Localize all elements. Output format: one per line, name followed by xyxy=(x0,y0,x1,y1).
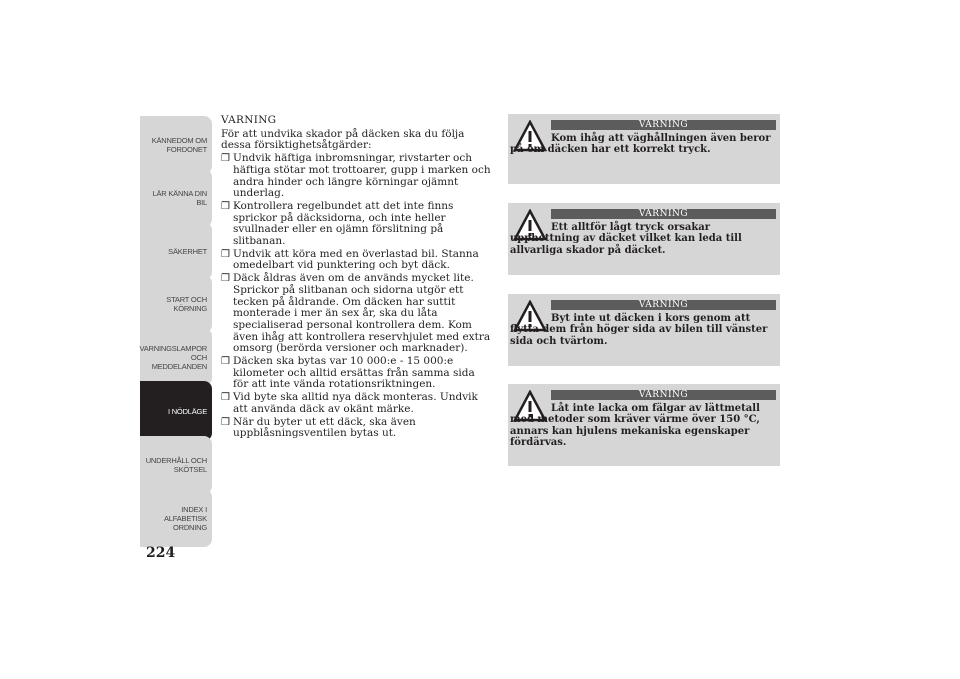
tab-underhall-och-skotsel[interactable]: UNDERHÅLL OCH SKÖTSEL xyxy=(140,436,212,494)
warning-title: VARNING xyxy=(551,390,776,400)
main-text-column xyxy=(221,115,493,441)
warning-box xyxy=(508,294,780,366)
list-item: ❒ Kontrollera regelbundet att det inte finns sprickor på däcksidorna, och inte heller svullnader eller en ojämn förslitning på slitbanan. xyxy=(221,199,454,248)
warning-box xyxy=(508,203,780,275)
checkbox-bullet-icon: ❒ xyxy=(221,392,230,404)
tab-lar-kanna-din-bil[interactable]: LÄR KÄNNA DIN BIL xyxy=(140,169,212,227)
list-item: ❒ När du byter ut ett däck, ska även uppblåsningsventilen bytas ut. xyxy=(221,415,416,440)
precaution-list xyxy=(221,153,493,440)
warning-text: Kom ihåg att väghållningen även beror på om däcken har ett korrekt tryck. xyxy=(510,133,771,156)
page-number: 224 xyxy=(146,545,176,561)
checkbox-bullet-icon: ❒ xyxy=(221,416,230,428)
warning-box xyxy=(508,114,780,184)
list-item: ❒ Däck åldras även om de används mycket lite. Sprickor på slitbanan och sidorna utgör ett tecken på åldrande. Om däcken har suttit monterade i mer än sex år, ska du låta specialiserad personal kontrollera dem. Kom även ihåg att kontrollera reservhjulet med extra omsorg (berörda versioner och marknader). xyxy=(221,272,491,355)
warning-title: VARNING xyxy=(551,209,776,219)
list-item: ❒ Vid byte ska alltid nya däck monteras. Undvik att använda däck av okänt märke. xyxy=(221,391,478,415)
tab-kannedom-om-fordonet[interactable]: KÄNNEDOM OM FORDONET xyxy=(140,116,212,174)
section-heading: VARNING xyxy=(221,114,277,126)
list-item: ❒ Undvik häftiga inbromsningar, rivstarter och häftiga stötar mot trottoarer, gupp i marken och andra hinder och längre körningar ojämnt underlag. xyxy=(221,152,491,200)
checkbox-bullet-icon: ❒ xyxy=(221,356,230,368)
warning-title: VARNING xyxy=(551,120,776,130)
checkbox-bullet-icon: ❒ xyxy=(221,153,230,165)
checkbox-bullet-icon: ❒ xyxy=(221,248,230,260)
tab-i-nodlage[interactable]: I NÖDLÄGE xyxy=(140,381,212,441)
warning-text: Låt inte lacka om fälgar av lättmetall med metoder som kräver värme över 150 °C, annars kan hjulens mekaniska egenskaper fördärvas. xyxy=(510,403,760,449)
tab-start-och-korning[interactable]: START OCH KÖRNING xyxy=(140,275,212,333)
checkbox-bullet-icon: ❒ xyxy=(221,273,230,285)
list-item: ❒ Undvik att köra med en överlastad bil. Stanna omedelbart vid punktering och byt däck. xyxy=(221,247,479,272)
warning-box xyxy=(508,384,780,466)
tab-varningslampor[interactable]: VARNINGSLAMPOR OCH MEDDELANDEN xyxy=(140,328,212,386)
list-item: ❒ Däcken ska bytas var 10 000:e - 15 000:e kilometer och alltid ersättas från samma sida för att inte vända rotationsriktningen. xyxy=(221,355,475,391)
warning-title: VARNING xyxy=(551,300,776,310)
checkbox-bullet-icon: ❒ xyxy=(221,200,230,212)
tab-sakerhet[interactable]: SÄKERHET xyxy=(140,222,212,280)
intro-paragraph: För att undvika skador på däcken ska du följa dessa försiktighetsåtgärder: xyxy=(221,127,465,152)
warning-text: Ett alltför lågt tryck orsakar upphettning av däcket vilket kan leda till allvarliga skador på däcket. xyxy=(510,222,742,256)
tab-index[interactable]: INDEX I ALFABETISK ORDNING xyxy=(140,489,212,547)
warning-text: Byt inte ut däcken i kors genom att flytta dem från höger sida av bilen till vänster sida och tvärtom. xyxy=(510,313,768,347)
